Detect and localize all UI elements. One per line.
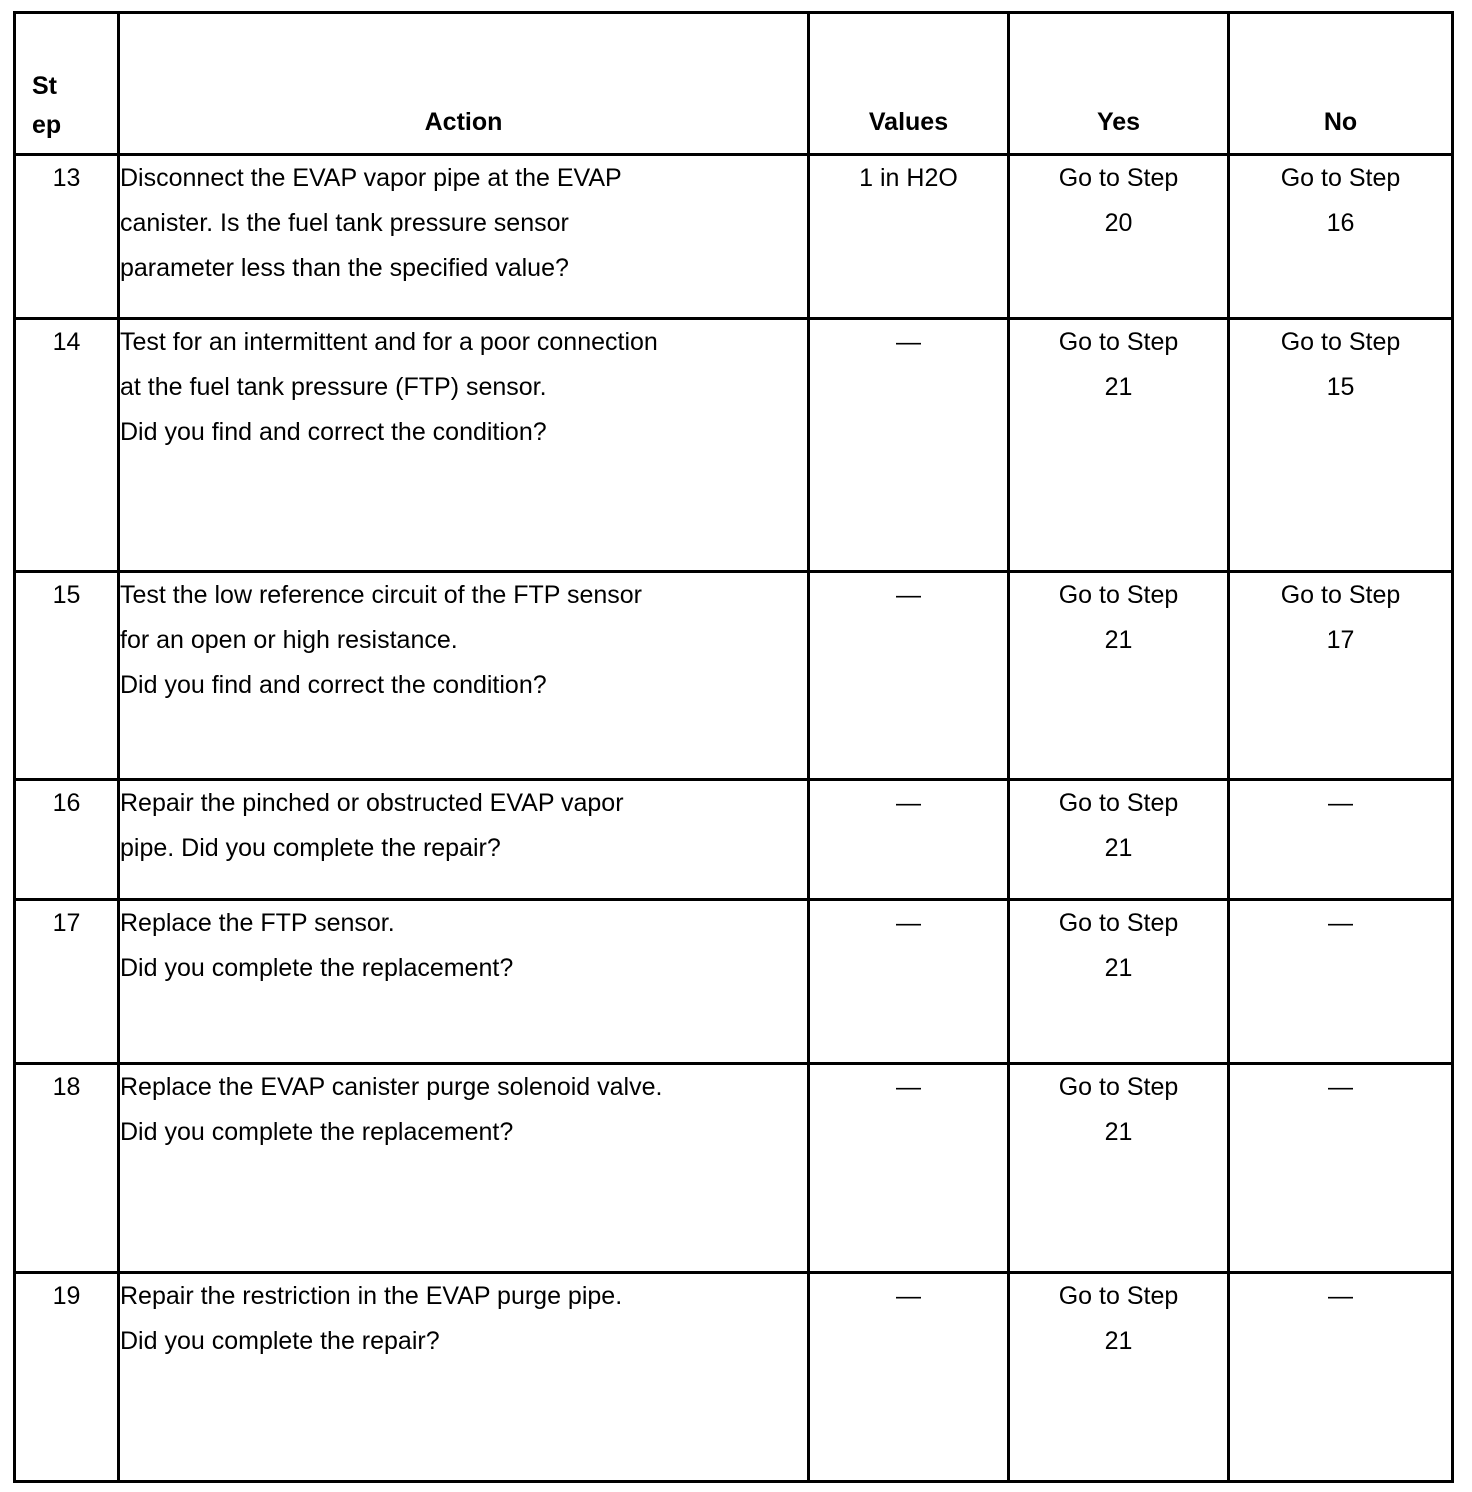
action-line: Disconnect the EVAP vapor pipe at the EVAP [120,164,622,192]
yes-goto: Go to Step [1058,164,1179,192]
yes-cell [1009,780,1229,900]
action-line: at the fuel tank pressure (FTP) sensor. [120,373,547,401]
step-number: 15 [15,572,119,780]
action-line: Did you complete the repair? [120,1327,440,1355]
yes-step: 21 [1104,1327,1133,1355]
yes-cell [1009,1273,1229,1482]
no-cell [1229,572,1453,780]
step-number: 14 [15,319,119,572]
no-goto: Go to Step [1280,581,1401,609]
action-line: canister. Is the fuel tank pressure sensor [120,209,569,237]
no-cell [1229,155,1453,319]
action-text [119,155,809,319]
yes-cell [1009,1064,1229,1273]
action-text [119,900,809,1064]
yes-step: 21 [1104,1118,1133,1146]
yes-goto: Go to Step [1058,1282,1179,1310]
step-number: 17 [15,900,119,1064]
values-cell: — [809,572,1009,780]
no-step: 15 [1326,373,1355,401]
action-text [119,1273,809,1482]
header-step [15,13,119,155]
action-line: Test the low reference circuit of the FTP sensor [120,581,642,609]
yes-step: 21 [1104,626,1133,654]
yes-cell [1009,900,1229,1064]
action-line: Did you complete the replacement? [120,1118,514,1146]
no-cell: — [1229,1064,1453,1273]
step-number: 19 [15,1273,119,1482]
action-line: pipe. Did you complete the repair? [120,834,501,862]
header-step-line-1: St [32,72,57,100]
action-text [119,572,809,780]
yes-goto: Go to Step [1058,909,1179,937]
values-cell: — [809,1273,1009,1482]
action-line: Repair the pinched or obstructed EVAP vapor [120,789,624,817]
action-line: Did you complete the replacement? [120,954,514,982]
no-cell [1229,319,1453,572]
action-line: Test for an intermittent and for a poor connection [120,328,658,356]
action-text [119,319,809,572]
yes-goto: Go to Step [1058,581,1179,609]
yes-cell [1009,572,1229,780]
table-row [15,319,1453,572]
no-goto: Go to Step [1280,328,1401,356]
action-line: Replace the FTP sensor. [120,909,395,937]
diagnostic-table [13,11,1454,1483]
no-cell: — [1229,900,1453,1064]
action-line: for an open or high resistance. [120,626,458,654]
no-cell: — [1229,1273,1453,1482]
no-cell: — [1229,780,1453,900]
no-step: 16 [1326,209,1355,237]
header-no: No [1229,13,1453,155]
table-row [15,155,1453,319]
values-cell: 1 in H2O [809,155,1009,319]
no-goto: Go to Step [1280,164,1401,192]
action-text [119,1064,809,1273]
header-step-line-2: ep [32,111,62,139]
action-text [119,780,809,900]
yes-step: 20 [1104,209,1133,237]
values-cell: — [809,319,1009,572]
yes-goto: Go to Step [1058,1073,1179,1101]
yes-step: 21 [1104,373,1133,401]
header-row [15,13,1453,155]
header-action: Action [119,13,809,155]
action-line: Did you find and correct the condition? [120,671,547,699]
values-cell: — [809,900,1009,1064]
table-row [15,780,1453,900]
step-number: 16 [15,780,119,900]
table-row [15,1064,1453,1273]
yes-cell [1009,155,1229,319]
action-line: Repair the restriction in the EVAP purge pipe. [120,1282,623,1310]
yes-goto: Go to Step [1058,789,1179,817]
values-cell: — [809,1064,1009,1273]
no-step: 17 [1326,626,1355,654]
header-yes: Yes [1009,13,1229,155]
action-line: Did you find and correct the condition? [120,418,547,446]
header-values: Values [809,13,1009,155]
table-row [15,900,1453,1064]
action-line: Replace the EVAP canister purge solenoid valve. [120,1073,663,1101]
yes-goto: Go to Step [1058,328,1179,356]
step-number: 18 [15,1064,119,1273]
step-number: 13 [15,155,119,319]
yes-step: 21 [1104,834,1133,862]
table-row [15,1273,1453,1482]
table-row [15,572,1453,780]
yes-cell [1009,319,1229,572]
action-line: parameter less than the specified value? [120,254,569,282]
values-cell: — [809,780,1009,900]
yes-step: 21 [1104,954,1133,982]
